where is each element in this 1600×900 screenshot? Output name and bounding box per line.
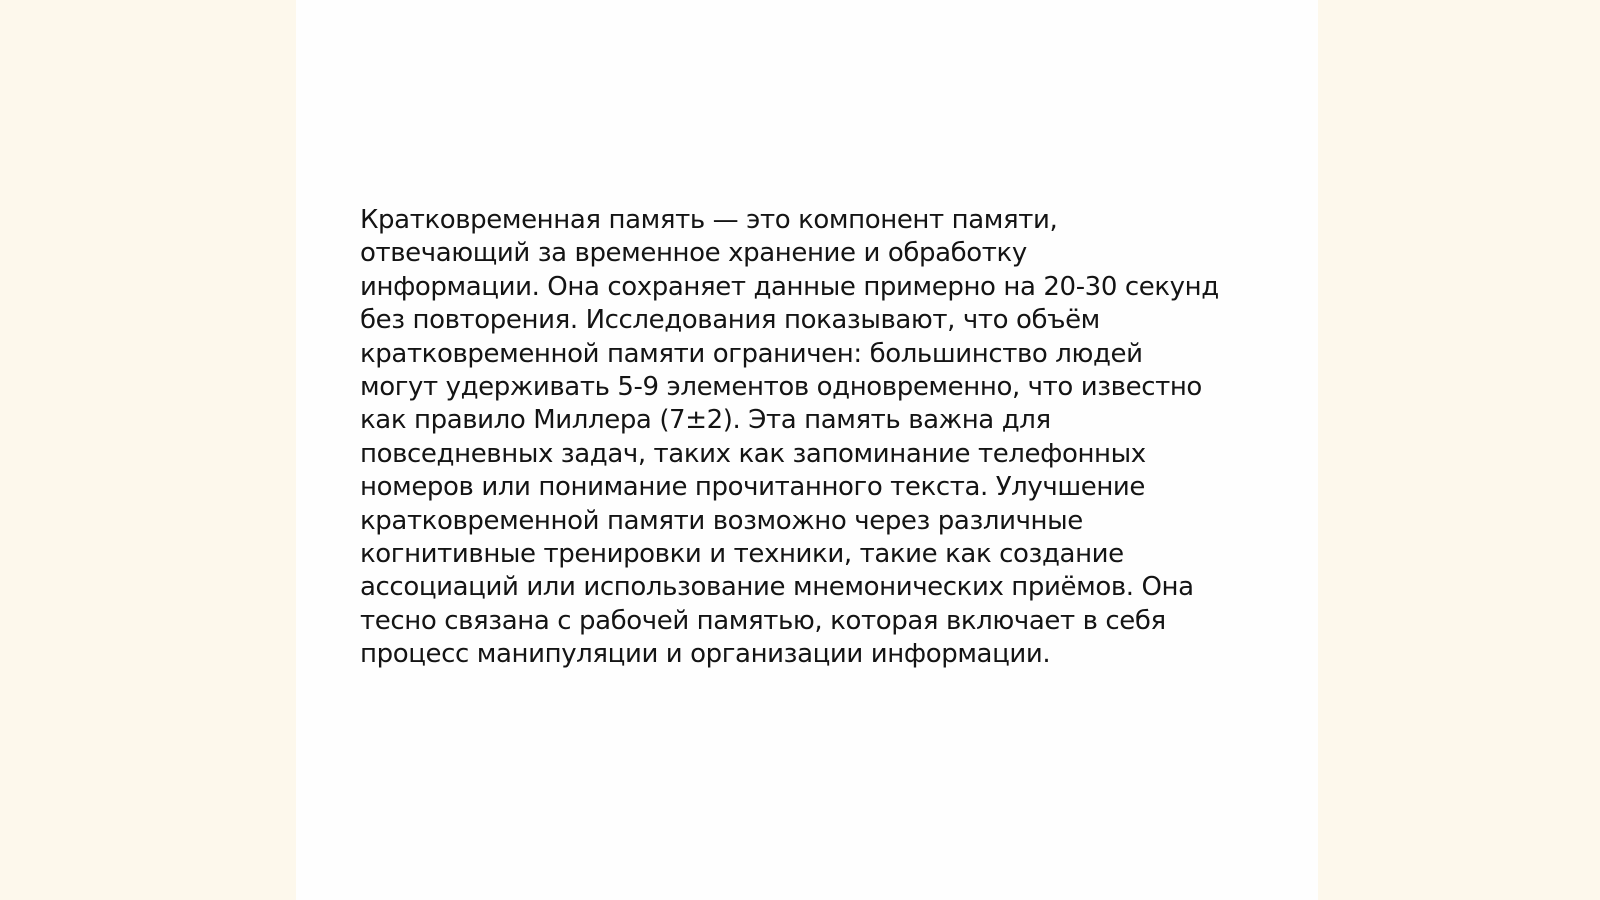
paragraph-line: номеров или понимание прочитанного текста. Улучшение [360, 472, 1146, 503]
paragraph-line: отвечающий за временное хранение и обработку [360, 238, 1027, 269]
paragraph-line: без повторения. Исследования показывают, что объём [360, 305, 1100, 336]
paragraph-line: Кратковременная память — это компонент памяти, [360, 205, 1058, 235]
paragraph-line: кратковременной памяти ограничен: большинство людей [360, 338, 1143, 369]
paragraph-line: ассоциаций или использование мнемонических приёмов. Она [360, 572, 1194, 603]
paragraph-line: могут удерживать 5-9 элементов одновременно, что известно [360, 372, 1202, 403]
document-paragraph [360, 204, 1240, 672]
paragraph-line: как правило Миллера (7±2). Эта память важна для [360, 405, 1051, 436]
paragraph-line: информации. Она сохраняет данные примерно на 20-30 секунд [360, 271, 1219, 302]
paragraph-line: повседневных задач, таких как запоминание телефонных [360, 438, 1146, 469]
paragraph-line: когнитивные тренировки и техники, такие как создание [360, 539, 1124, 570]
paragraph-line: процесс манипуляции и организации информации. [360, 639, 1051, 670]
paragraph-line: кратковременной памяти возможно через различные [360, 505, 1083, 536]
paragraph-line: тесно связана с рабочей памятью, которая включает в себя [360, 605, 1166, 636]
